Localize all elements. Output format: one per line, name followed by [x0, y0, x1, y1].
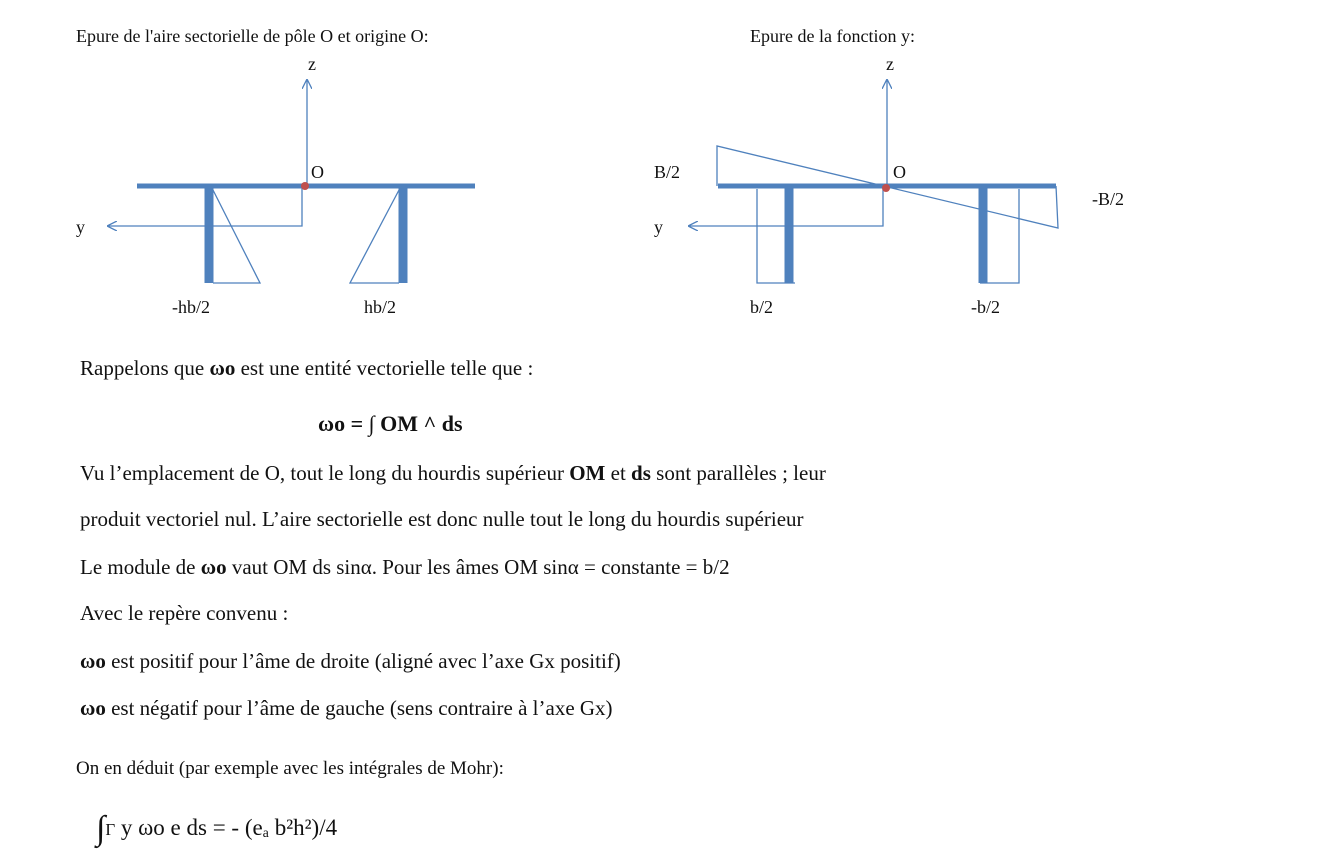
p5-omega: ωo — [80, 649, 106, 673]
left-origin-dot — [301, 182, 309, 190]
intro-text-b: est une entité vectorielle telle que : — [235, 356, 534, 380]
integral-sign: ∫ — [96, 810, 106, 847]
left-origin-label: O — [311, 162, 324, 182]
integral-expression: y ωo e ds = - (eₐ b²h²)/4 — [115, 815, 338, 840]
integral-domain: Γ — [105, 820, 116, 839]
right-diagram-caption: Epure de la fonction y: — [750, 26, 915, 46]
left-value-right: hb/2 — [364, 297, 397, 317]
left-triangle-left — [213, 190, 260, 283]
right-value-top-left: B/2 — [654, 162, 681, 182]
paragraph-4: Avec le repère convenu : — [80, 601, 289, 625]
p1-text-b: et — [605, 461, 632, 485]
right-value-bottom-left: b/2 — [750, 297, 774, 317]
left-diagram-caption: Epure de l'aire sectorielle de pôle O et origine O: — [76, 26, 429, 46]
right-origin-label: O — [893, 162, 906, 182]
p6-omega: ωo — [80, 696, 106, 720]
left-triangle-right — [350, 190, 399, 283]
left-z-label: z — [308, 54, 316, 74]
paragraph-3 — [80, 557, 730, 578]
right-y-label: y — [654, 217, 663, 237]
right-value-bottom-right: -b/2 — [971, 297, 1000, 317]
p3-text-b: vaut OM ds sinα. Pour les âmes OM sinα = constante = b/2 — [226, 555, 730, 579]
right-section-diagram — [689, 80, 1058, 283]
right-origin-dot — [882, 184, 890, 192]
final-integral-formula — [96, 806, 338, 847]
paragraph-5 — [80, 651, 621, 672]
p6-text: est négatif pour l’âme de gauche (sens contraire à l’axe Gx) — [105, 696, 613, 720]
p5-text: est positif pour l’âme de droite (aligné avec l’axe Gx positif) — [105, 649, 621, 673]
right-value-top-right: -B/2 — [1092, 189, 1125, 209]
deduce-sentence: On en déduit (par exemple avec les intégrales de Mohr): — [76, 758, 504, 779]
left-section-diagram — [108, 80, 475, 283]
p1-om: OM — [569, 461, 606, 485]
right-z-label: z — [886, 54, 894, 74]
left-y-label: y — [76, 217, 85, 237]
paragraph-6 — [80, 698, 613, 719]
p1-text-c: sont parallèles ; leur — [650, 461, 826, 485]
left-value-left: -hb/2 — [172, 297, 210, 317]
intro-omega: ωo — [209, 356, 236, 380]
p1-ds: ds — [631, 461, 651, 485]
intro-text-a: Rappelons que — [80, 356, 210, 380]
paragraph-2: produit vectoriel nul. L’aire sectorielle est donc nulle tout le long du hourdis supérieur — [80, 507, 804, 531]
p3-omega: ωo — [200, 555, 227, 579]
paragraph-1 — [80, 463, 826, 484]
vector-formula: ωo = ∫ OM ^ ds — [318, 411, 463, 436]
p1-text-a: Vu l’emplacement de O, tout le long du hourdis supérieur — [80, 461, 570, 485]
intro-paragraph — [80, 358, 533, 379]
p3-text-a: Le module de — [80, 555, 201, 579]
